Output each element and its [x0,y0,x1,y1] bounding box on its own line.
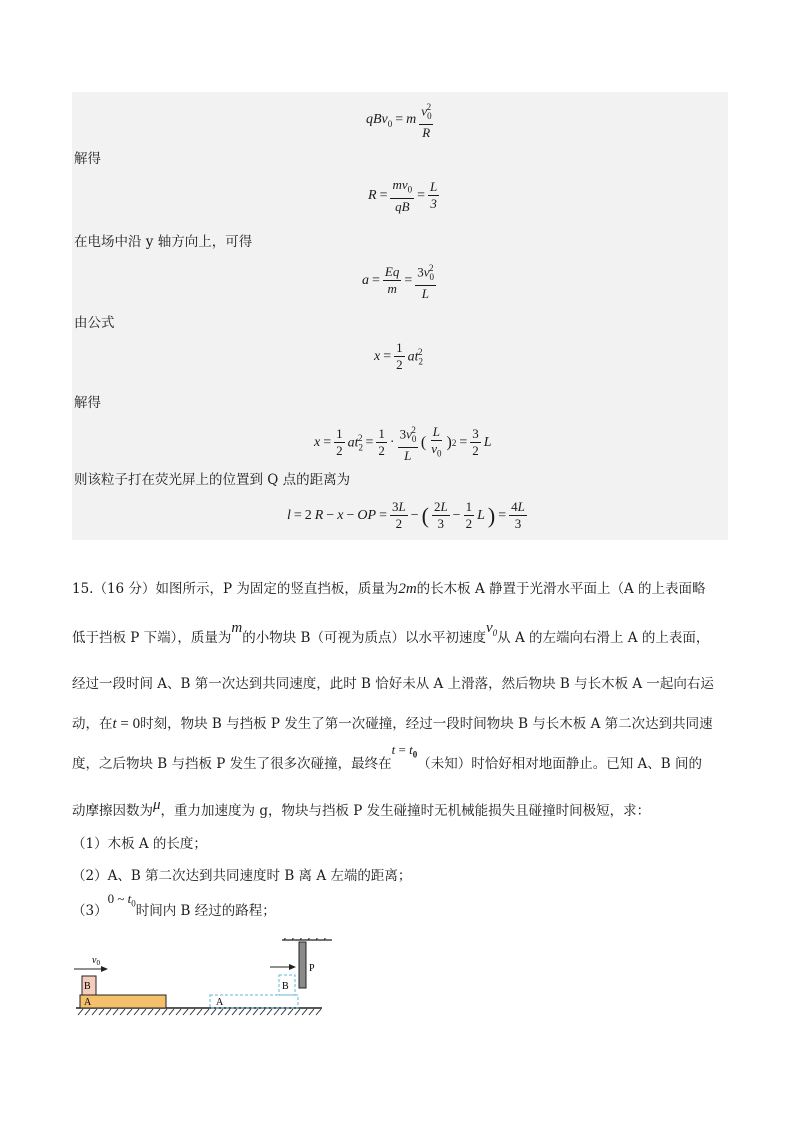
hatch-mark [288,1009,293,1015]
hatch-mark [176,1009,181,1015]
solution-jiede-1: 解得 [74,151,101,167]
hatch-mark [127,1009,132,1015]
ground-hatch [78,1009,321,1015]
problem-line-1: 15.（16 分）如图所示，P 为固定的竖直挡板，质量为2m的长木板 A 静置于光滑水平面上（A 的上表面略 [72,581,706,597]
hatch-mark [281,1009,286,1015]
hatch-mark [204,1009,209,1015]
hatch-mark [106,1009,111,1015]
hatch-mark [148,1009,153,1015]
hatch-mark [183,1009,188,1015]
hatch-mark [99,1009,104,1015]
solution-conclusion: 则该粒子打在荧光屏上的位置到 Q 点的距离为 [74,472,351,488]
solution-youformula: 由公式 [74,315,115,331]
hatch-mark [246,1009,251,1015]
plate-p [299,942,306,988]
problem-figure [70,938,340,1028]
hatch-mark [92,1009,97,1015]
hatch-mark [85,1009,90,1015]
equation-acceleration: a = $\frac{Eq}{m}$ = $\frac{3v_0^2}{L}$ [362,263,435,301]
hatch-mark [113,1009,118,1015]
hatch-mark [211,1009,216,1015]
label-a-dashed: A [216,997,224,1008]
hatch-mark [225,1009,230,1015]
hatch-mark [155,1009,160,1015]
label-b: B [84,981,91,992]
hatch-mark [141,1009,146,1015]
label-v0: $v_0$ [92,955,100,967]
hatch-mark [197,1009,202,1015]
equation-radius: R = $\frac{mv_0}{qB}$ = $\frac{L}{3}$ [368,177,438,214]
hatch-mark [267,1009,272,1015]
hatch-mark [190,1009,195,1015]
label-p: P [309,963,315,974]
ceiling-hatch [282,938,332,940]
hatch-mark [169,1009,174,1015]
block-a [80,995,166,1008]
hatch-mark [78,1009,83,1015]
hatch-mark [274,1009,279,1015]
problem-line-2: 低于挡板 P 下端），质量为m的小物块 B（可视为质点）以水平初速度$v_0$从 A 的左端向右滑上 A 的上表面， [72,620,710,646]
label-b-dashed: B [282,981,289,992]
hatch-mark [260,1009,265,1015]
question-3: （3）0 ~ $t_0$时间内 B 经过的路程； [72,891,276,919]
hatch-mark [134,1009,139,1015]
velocity-arrow [74,966,108,972]
solution-jiede-2: 解得 [74,395,101,411]
question-1: （1）木板 A 的长度； [72,836,207,852]
hatch-mark [162,1009,167,1015]
equation-displacement: x = $\frac{1}{2}$ $at_2^2$ [374,340,424,372]
equation-lorentz: qBv$_0$ = m $\frac{v_0^2}{R}$ [366,102,432,140]
label-a: A [84,997,92,1008]
hatch-mark [309,1009,314,1015]
hatch-mark [239,1009,244,1015]
solution-efield-line: 在电场中沿 y 轴方向上，可得 [74,234,253,250]
hatch-mark [120,1009,125,1015]
problem-line-5: 度，之后物块 B 与挡板 P 发生了很多次碰撞，最终在$t = t_0$（未知）时恰好相对地面静止。已知 A、B 间的 [72,742,703,772]
hatch-mark [295,1009,300,1015]
equation-x-value: x = $\frac{1}{2}$ $at_2^2$ = $\frac{1}{2}$ · $\frac{3v_0^2}{L}$ ( $\frac{L}{v_0}$ ) 2 = $\frac{3}{2}$ L [314,424,492,463]
hatch-mark [232,1009,237,1015]
problem-line-6: 动摩擦因数为μ，重力加速度为 g，物块与挡板 P 发生碰撞时无机械能损失且碰撞时间极短，求： [72,797,651,819]
problem-line-4: 动，在t = 0时刻，物块 B 与挡板 P 发生了第一次碰撞，经过一段时间物块 B 与长木板 A 第二次达到共同速 [72,716,713,732]
hatch-mark [302,1009,307,1015]
question-2: （2）A、B 第二次达到共同速度时 B 离 A 左端的距离； [72,868,412,884]
hatch-mark [253,1009,258,1015]
hatch-mark [316,1009,321,1015]
problem-line-3: 经过一段时间 A、B 第一次达到共同速度，此时 B 恰好未从 A 上滑落，然后物块 B 与长木板 A 一起向右运 [72,676,714,692]
hatch-mark [218,1009,223,1015]
equation-distance-l: l = 2 R − x − OP = $\frac{3L}{2}$ − ( $\frac{2L}{3}$ − $\frac{1}{2}$ L ) = $\frac{4L}{3}$ [287,499,525,531]
arrow-to-plate [270,964,296,970]
